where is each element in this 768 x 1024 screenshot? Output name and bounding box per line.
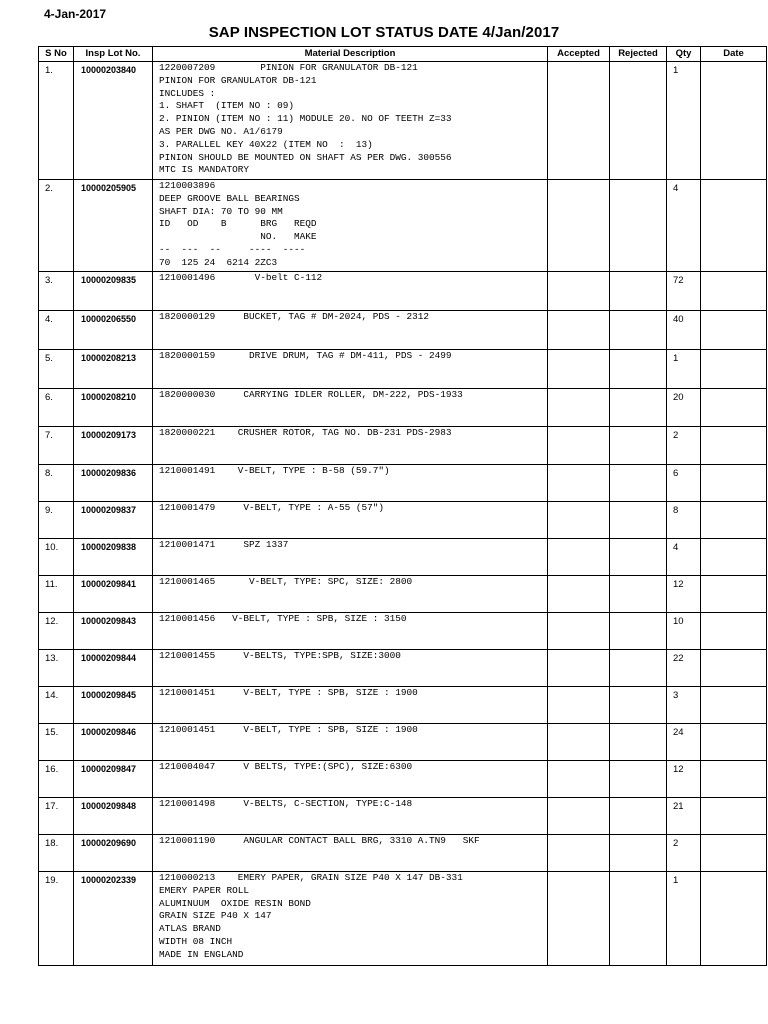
cell-sno: 6. (39, 389, 74, 427)
cell-insp-lot: 10000209845 (74, 687, 153, 724)
description-line: 1210001451 V-BELT, TYPE : SPB, SIZE : 1900 (159, 687, 418, 698)
cell-insp-lot: 10000209837 (74, 502, 153, 539)
table-row (39, 539, 767, 576)
description-line: ATLAS BRAND (159, 923, 221, 935)
cell-qty: 2 (667, 835, 701, 872)
cell-insp-lot: 10000203840 (74, 62, 153, 180)
page-title: SAP INSPECTION LOT STATUS DATE 4/Jan/2017 (208, 24, 560, 41)
cell-rejected (610, 761, 667, 798)
cell-qty: 21 (667, 798, 701, 835)
cell-sno: 14. (39, 687, 74, 724)
cell-qty: 24 (667, 724, 701, 761)
table-row (39, 350, 767, 389)
cell-qty: 40 (667, 311, 701, 350)
table-row (39, 389, 767, 427)
description-line: 1210001465 V-BELT, TYPE: SPC, SIZE: 2800 (159, 576, 413, 587)
table-row (39, 502, 767, 539)
cell-rejected (610, 311, 667, 350)
description-line: GRAIN SIZE P40 X 147 (159, 910, 272, 922)
cell-material-description (153, 389, 548, 427)
description-line: PINION FOR GRANULATOR DB-121 (159, 74, 317, 86)
cell-insp-lot: 10000209838 (74, 539, 153, 576)
description-line: SHAFT DIA: 70 TO 90 MM (159, 205, 283, 217)
cell-sno: 16. (39, 761, 74, 798)
cell-date (701, 613, 767, 650)
description-line: 1820000129 BUCKET, TAG # DM-2024, PDS - 2312 (159, 311, 430, 322)
description-line: NO. MAKE (159, 231, 317, 243)
cell-insp-lot: 10000209844 (74, 650, 153, 687)
cell-date (701, 311, 767, 350)
cell-insp-lot: 10000205905 (74, 180, 153, 272)
description-line: AS PER DWG NO. A1/6179 (159, 125, 283, 137)
cell-accepted (548, 650, 610, 687)
cell-accepted (548, 427, 610, 465)
cell-sno: 13. (39, 650, 74, 687)
cell-accepted (548, 872, 610, 966)
cell-date (701, 835, 767, 872)
description-line: 1820000030 CARRYING IDLER ROLLER, DM-222, PDS-1933 (159, 389, 463, 400)
cell-qty: 1 (667, 872, 701, 966)
cell-material-description (153, 613, 548, 650)
cell-rejected (610, 180, 667, 272)
description-line: 1210000213 EMERY PAPER, GRAIN SIZE P40 X 147 DB-331 (159, 872, 463, 883)
cell-date (701, 872, 767, 966)
description-line: 1210003896 (159, 180, 216, 191)
description-line: 1210001479 V-BELT, TYPE : A-55 (57") (159, 502, 385, 513)
cell-accepted (548, 761, 610, 798)
cell-accepted (548, 62, 610, 180)
cell-qty: 1 (667, 350, 701, 389)
cell-insp-lot: 10000209836 (74, 465, 153, 502)
description-line: -- --- -- ---- ---- (159, 243, 306, 255)
cell-rejected (610, 350, 667, 389)
cell-qty: 1 (667, 62, 701, 180)
description-line: 1210001471 SPZ 1337 (159, 539, 289, 550)
table-row (39, 180, 767, 272)
cell-sno: 3. (39, 272, 74, 311)
cell-date (701, 427, 767, 465)
table-row (39, 613, 767, 650)
description-line: 1820000221 CRUSHER ROTOR, TAG NO. DB-231 PDS-2983 (159, 427, 452, 438)
cell-material-description (153, 650, 548, 687)
description-line: EMERY PAPER ROLL (159, 884, 250, 896)
cell-qty: 10 (667, 613, 701, 650)
cell-rejected (610, 872, 667, 966)
description-line: 1210001498 V-BELTS, C-SECTION, TYPE:C-148 (159, 798, 413, 809)
cell-date (701, 576, 767, 613)
cell-material-description (153, 687, 548, 724)
cell-material-description (153, 311, 548, 350)
cell-material-description (153, 576, 548, 613)
cell-insp-lot: 10000209690 (74, 835, 153, 872)
cell-insp-lot: 10000209848 (74, 798, 153, 835)
cell-qty: 20 (667, 389, 701, 427)
cell-qty: 12 (667, 576, 701, 613)
cell-sno: 5. (39, 350, 74, 389)
cell-date (701, 724, 767, 761)
cell-rejected (610, 272, 667, 311)
col-header-date: Date (701, 47, 767, 62)
cell-insp-lot: 10000208213 (74, 350, 153, 389)
description-line: INCLUDES : (159, 87, 216, 99)
cell-rejected (610, 835, 667, 872)
cell-date (701, 350, 767, 389)
cell-qty: 22 (667, 650, 701, 687)
cell-sno: 8. (39, 465, 74, 502)
cell-rejected (610, 62, 667, 180)
cell-accepted (548, 389, 610, 427)
cell-material-description (153, 465, 548, 502)
cell-date (701, 62, 767, 180)
cell-material-description (153, 539, 548, 576)
table-row (39, 576, 767, 613)
cell-date (701, 272, 767, 311)
description-line: ID OD B BRG REQD (159, 218, 317, 230)
table-row (39, 650, 767, 687)
cell-accepted (548, 465, 610, 502)
col-header-rejected: Rejected (610, 47, 667, 62)
cell-sno: 2. (39, 180, 74, 272)
cell-qty: 3 (667, 687, 701, 724)
cell-rejected (610, 613, 667, 650)
cell-qty: 8 (667, 502, 701, 539)
cell-rejected (610, 576, 667, 613)
cell-accepted (548, 798, 610, 835)
cell-sno: 1. (39, 62, 74, 180)
cell-rejected (610, 465, 667, 502)
col-header-sno: S No (39, 47, 74, 62)
cell-rejected (610, 539, 667, 576)
cell-date (701, 761, 767, 798)
cell-insp-lot: 10000209843 (74, 613, 153, 650)
description-line: 1210001190 ANGULAR CONTACT BALL BRG, 3310 A.TN9 SKF (159, 835, 480, 846)
cell-material-description (153, 180, 548, 272)
cell-material-description (153, 62, 548, 180)
table-row (39, 872, 767, 966)
cell-rejected (610, 650, 667, 687)
cell-material-description (153, 427, 548, 465)
table-header-row (39, 47, 767, 62)
cell-qty: 6 (667, 465, 701, 502)
table-row (39, 761, 767, 798)
description-line: PINION SHOULD BE MOUNTED ON SHAFT AS PER DWG. 300556 (159, 151, 452, 163)
cell-accepted (548, 502, 610, 539)
cell-sno: 11. (39, 576, 74, 613)
description-line: 3. PARALLEL KEY 40X22 (ITEM NO : 13) (159, 138, 373, 150)
cell-date (701, 539, 767, 576)
cell-date (701, 798, 767, 835)
col-header-description: Material Description (153, 47, 548, 62)
description-line: MTC IS MANDATORY (159, 164, 250, 176)
cell-accepted (548, 613, 610, 650)
cell-material-description (153, 872, 548, 966)
cell-rejected (610, 687, 667, 724)
description-line: 1820000159 DRIVE DRUM, TAG # DM-411, PDS - 2499 (159, 350, 452, 361)
cell-material-description (153, 502, 548, 539)
cell-insp-lot: 10000208210 (74, 389, 153, 427)
cell-accepted (548, 311, 610, 350)
description-line: 70 125 24 6214 2ZC3 (159, 256, 278, 268)
cell-rejected (610, 724, 667, 761)
inspection-lot-table (38, 46, 767, 966)
report-date: 4-Jan-2017 (44, 7, 107, 21)
cell-insp-lot: 10000206550 (74, 311, 153, 350)
table-row (39, 724, 767, 761)
table-row (39, 798, 767, 835)
cell-accepted (548, 724, 610, 761)
cell-accepted (548, 180, 610, 272)
table-row (39, 427, 767, 465)
table-row (39, 311, 767, 350)
cell-insp-lot: 10000209841 (74, 576, 153, 613)
cell-rejected (610, 502, 667, 539)
table-row (39, 835, 767, 872)
table-row (39, 62, 767, 180)
cell-qty: 4 (667, 539, 701, 576)
cell-accepted (548, 539, 610, 576)
cell-material-description (153, 761, 548, 798)
cell-material-description (153, 350, 548, 389)
description-line: 1220007209 PINION FOR GRANULATOR DB-121 (159, 62, 418, 73)
cell-sno: 4. (39, 311, 74, 350)
cell-qty: 12 (667, 761, 701, 798)
description-line: DEEP GROOVE BALL BEARINGS (159, 192, 300, 204)
cell-insp-lot: 10000209846 (74, 724, 153, 761)
description-line: 2. PINION (ITEM NO : 11) MODULE 20. NO OF TEETH Z=33 (159, 113, 452, 125)
cell-date (701, 465, 767, 502)
cell-accepted (548, 576, 610, 613)
col-header-qty: Qty (667, 47, 701, 62)
cell-sno: 19. (39, 872, 74, 966)
cell-qty: 72 (667, 272, 701, 311)
description-line: 1210001491 V-BELT, TYPE : B-58 (59.7") (159, 465, 390, 476)
description-line: MADE IN ENGLAND (159, 948, 244, 960)
cell-accepted (548, 687, 610, 724)
cell-qty: 4 (667, 180, 701, 272)
cell-rejected (610, 389, 667, 427)
cell-date (701, 687, 767, 724)
description-line: 1210001456 V-BELT, TYPE : SPB, SIZE : 3150 (159, 613, 407, 624)
cell-material-description (153, 835, 548, 872)
col-header-lot: Insp Lot No. (74, 47, 153, 62)
cell-date (701, 502, 767, 539)
cell-accepted (548, 350, 610, 389)
cell-rejected (610, 798, 667, 835)
cell-sno: 10. (39, 539, 74, 576)
cell-accepted (548, 835, 610, 872)
cell-rejected (610, 427, 667, 465)
cell-sno: 12. (39, 613, 74, 650)
cell-material-description (153, 798, 548, 835)
cell-sno: 17. (39, 798, 74, 835)
col-header-accepted: Accepted (548, 47, 610, 62)
cell-date (701, 650, 767, 687)
description-line: 1. SHAFT (ITEM NO : 09) (159, 100, 295, 112)
cell-material-description (153, 272, 548, 311)
description-line: 1210001455 V-BELTS, TYPE:SPB, SIZE:3000 (159, 650, 401, 661)
table-row (39, 465, 767, 502)
cell-sno: 7. (39, 427, 74, 465)
cell-date (701, 389, 767, 427)
cell-insp-lot: 10000209847 (74, 761, 153, 798)
description-line: ALUMINUUM OXIDE RESIN BOND (159, 897, 311, 909)
cell-sno: 9. (39, 502, 74, 539)
cell-sno: 18. (39, 835, 74, 872)
table-row (39, 272, 767, 311)
description-line: 1210004047 V BELTS, TYPE:(SPC), SIZE:6300 (159, 761, 413, 772)
cell-insp-lot: 10000202339 (74, 872, 153, 966)
description-line: 1210001451 V-BELT, TYPE : SPB, SIZE : 1900 (159, 724, 418, 735)
cell-qty: 2 (667, 427, 701, 465)
description-line: WIDTH 08 INCH (159, 935, 233, 947)
cell-insp-lot: 10000209835 (74, 272, 153, 311)
cell-date (701, 180, 767, 272)
cell-accepted (548, 272, 610, 311)
cell-sno: 15. (39, 724, 74, 761)
cell-material-description (153, 724, 548, 761)
description-line: 1210001496 V-belt C-112 (159, 272, 323, 283)
cell-insp-lot: 10000209173 (74, 427, 153, 465)
table-row (39, 687, 767, 724)
